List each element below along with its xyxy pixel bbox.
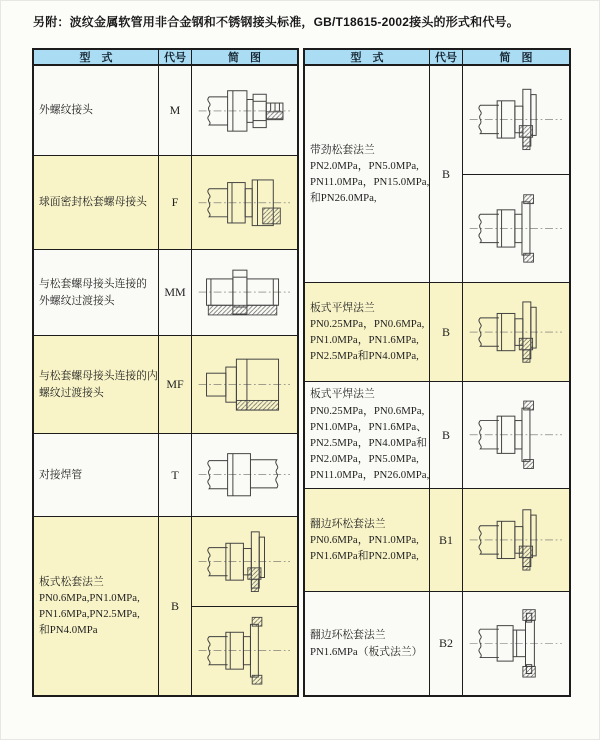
type-line: 和PN26.0MPa, (310, 192, 377, 205)
fitting-table-left (32, 48, 299, 697)
plate-loose-flange-diagram (463, 489, 569, 591)
diagram-cell (192, 250, 297, 335)
type-line: PN2.5MPa和PN4.0MPa, (310, 350, 419, 363)
caption: 另附：波纹金属软管用非合金钢和不锈钢接头标准，GB/T18615-2002接头的形式和代号。 (33, 15, 519, 29)
fitting-tables (32, 48, 571, 697)
header-diagram: 简 图 (228, 52, 261, 64)
table-row (305, 382, 569, 489)
fitting-table-right (303, 48, 571, 697)
type-cell (34, 336, 158, 433)
diagram-cell (463, 283, 569, 381)
collar-loose-flange-diagram (192, 606, 297, 696)
collar-loose-flange-diagram (463, 174, 569, 283)
code-cell: F (158, 156, 192, 249)
butt-weld-pipe-drawing (196, 437, 293, 512)
type-line: PN0.6MPa,PN1.0MPa, (39, 591, 140, 604)
type-cell (305, 66, 429, 282)
code-cell: B (429, 283, 463, 381)
lap-ring-flange-drawing (467, 596, 565, 691)
header-type: 型 式 (79, 52, 113, 64)
table-row (34, 336, 297, 434)
type-line: PN11.0MPa，PN15.0MPa, (310, 176, 430, 188)
type-cell (34, 66, 158, 155)
type-line: PN0.6MPa，PN1.0MPa, (310, 533, 419, 546)
type-line: 与松套螺母接头连接的 (39, 278, 147, 291)
loose-nut-fitting-diagram (192, 156, 297, 249)
type-line: PN2.0MPa，PN5.0MPa, (310, 453, 419, 466)
code-cell: B (429, 382, 463, 488)
loose-nut-fitting-drawing (196, 160, 293, 246)
code-cell: T (158, 434, 192, 516)
collar-loose-flange-drawing (467, 179, 565, 278)
type-line: PN1.0MPa，PN1.6MPa、 (310, 420, 427, 433)
table-row (305, 489, 569, 592)
collar-loose-flange-drawing (196, 610, 293, 691)
type-line: 与松套螺母接头连接的内 (39, 370, 158, 383)
type-line: 板式平焊法兰 (310, 301, 375, 314)
diagram-cell (463, 66, 569, 282)
type-line: 螺纹过渡接头 (39, 386, 104, 399)
type-line: 对接焊管 (39, 468, 83, 481)
diagram-cell (463, 489, 569, 591)
type-cell (305, 592, 429, 695)
type-line: 和PN4.0MPa (39, 624, 98, 637)
type-line: 球面密封松套螺母接头 (39, 196, 147, 209)
table-row (305, 283, 569, 382)
type-cell (34, 517, 158, 695)
type-line: PN1.6MPa,PN2.5MPa, (39, 608, 140, 620)
type-cell (305, 489, 429, 591)
lap-ring-flange-diagram (463, 592, 569, 695)
type-line: 板式松套法兰 (39, 575, 104, 588)
type-cell (34, 434, 158, 516)
type-line: 翻边环松套法兰 (310, 517, 386, 530)
butt-weld-pipe-diagram (192, 434, 297, 516)
header-row (34, 50, 297, 66)
type-line: PN1.6MPa（板式法兰） (310, 645, 423, 658)
diagram-cell (192, 517, 297, 695)
type-cell (305, 283, 429, 381)
type-line: PN0.25MPa，PN0.6MPa, (310, 404, 425, 417)
type-line: PN2.5MPa，PN4.0MPa和 (310, 437, 427, 449)
plate-loose-flange-diagram (463, 283, 569, 381)
table-row (305, 66, 569, 283)
type-line: 板式平焊法兰 (310, 388, 375, 401)
collar-loose-flange-drawing (467, 386, 565, 484)
type-line: PN2.0MPa，PN5.0MPa, (310, 159, 419, 172)
code-cell: B (158, 517, 192, 695)
diagram-cell (192, 156, 297, 249)
type-line: 带劲松套法兰 (310, 143, 375, 156)
collar-loose-flange-diagram (463, 382, 569, 488)
header-row (305, 50, 569, 66)
header-code: 代号 (429, 50, 463, 64)
type-line: 外螺纹接头 (39, 104, 93, 117)
diagram-cell (192, 336, 297, 433)
type-cell (305, 382, 429, 488)
code-cell: B (429, 66, 463, 282)
code-cell: B2 (429, 592, 463, 695)
type-cell (34, 156, 158, 249)
diagram-cell (192, 434, 297, 516)
header-type: 型 式 (350, 52, 384, 64)
type-line: PN1.6MPa和PN2.0MPa, (310, 550, 419, 563)
type-line: PN11.0MPa，PN26.0MPa, (310, 469, 430, 482)
male-transition-nipple-drawing (196, 253, 293, 331)
male-thread-fitting-diagram (192, 66, 297, 155)
plate-loose-flange-diagram (463, 66, 569, 174)
table-row (34, 156, 297, 250)
diagram-cell (463, 382, 569, 488)
code-cell: MM (158, 250, 192, 335)
type-cell (34, 250, 158, 335)
type-line: 外螺纹过渡接头 (39, 294, 115, 307)
female-transition-nipple-diagram (192, 336, 297, 433)
code-cell: B1 (429, 489, 463, 591)
female-transition-nipple-drawing (196, 340, 293, 429)
table-row (34, 250, 297, 336)
header-diagram: 简 图 (499, 52, 533, 64)
table-row (34, 517, 297, 695)
code-cell: MF (158, 336, 192, 433)
type-line: PN0.25MPa，PN0.6MPa, (310, 317, 425, 330)
code-cell: M (158, 66, 192, 155)
plate-loose-flange-drawing (467, 493, 565, 587)
table-row (34, 66, 297, 156)
diagram-cell (463, 592, 569, 695)
plate-loose-flange-drawing (467, 287, 565, 377)
plate-loose-flange-drawing (467, 70, 565, 169)
header-code: 代号 (158, 50, 192, 64)
plate-loose-flange-drawing (196, 521, 293, 602)
table-row (305, 592, 569, 695)
plate-loose-flange-diagram (192, 517, 297, 606)
type-line: PN1.0MPa，PN1.6MPa, (310, 334, 419, 346)
table-row (34, 434, 297, 517)
diagram-cell (192, 66, 297, 155)
male-thread-fitting-drawing (196, 70, 293, 152)
male-transition-nipple-diagram (192, 250, 297, 335)
type-line: 翻边环松套法兰 (310, 629, 386, 642)
